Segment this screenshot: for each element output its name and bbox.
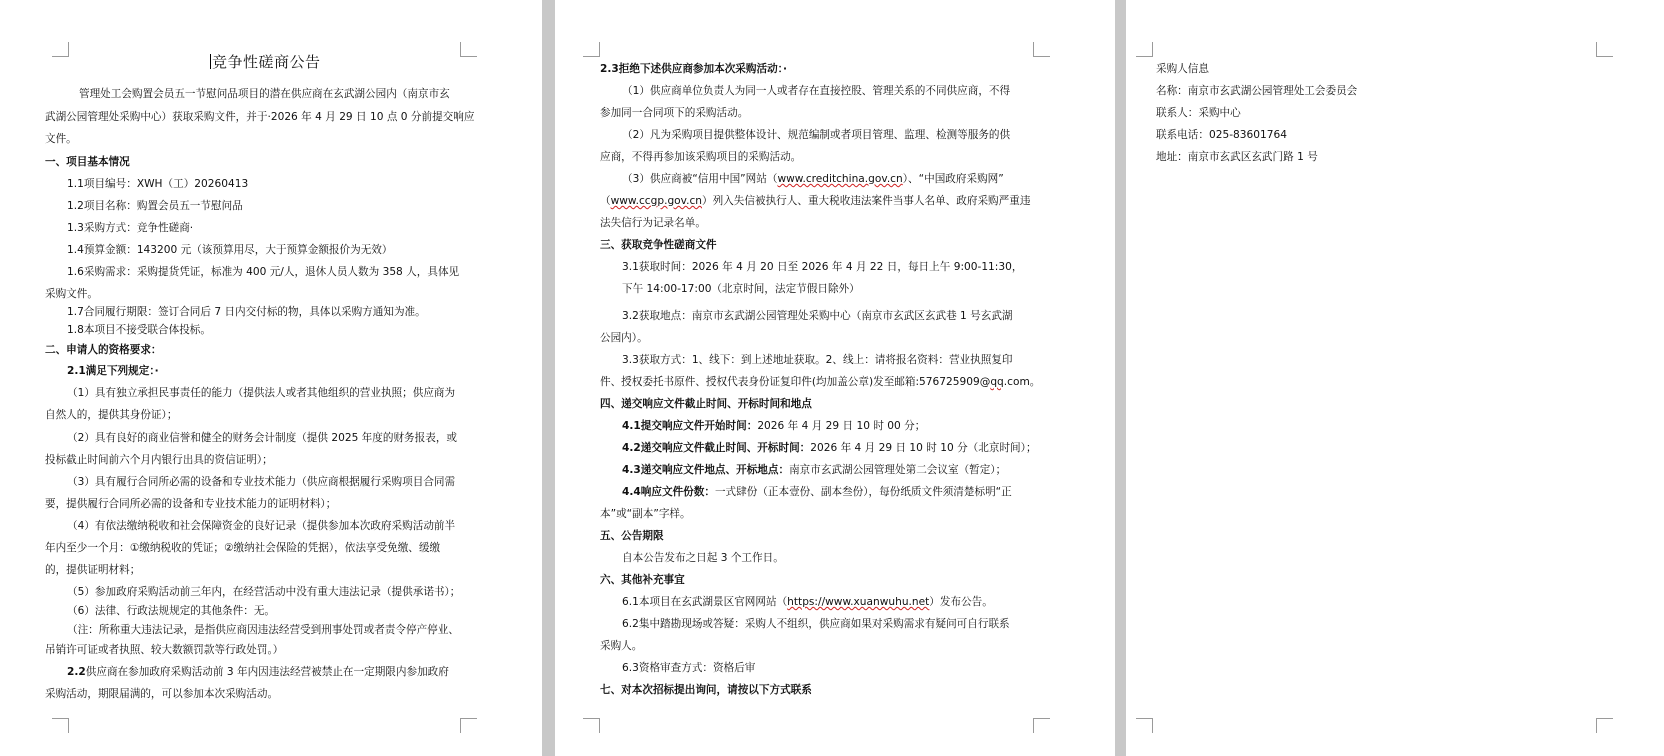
subsection-2-2-cont: 采购活动，期限届满的，可以参加本次采购活动。: [45, 688, 279, 700]
acquisition-method: 3.3获取方式：1、线下：到上述地址获取。2、线上：请将报名资料：营业执照复印: [622, 354, 1013, 366]
section-heading-7: 七、对本次招标提出询问，请按以下方式联系: [600, 684, 812, 696]
notice-period: 自本公告发布之日起 3 个工作日。: [622, 552, 784, 564]
section-heading-5: 五、公告期限: [600, 530, 664, 542]
subsection-2-3: 2.3拒绝下述供应商参加本次采购活动：·: [600, 63, 787, 75]
requirement-item: 年内至少一个月：①缴纳税收的凭证；②缴纳社会保险的凭据），依法享受免缴、缓缴: [45, 542, 441, 554]
margin-corner-mark: [1596, 718, 1613, 733]
requirement-item: （6）法律、行政法规规定的其他条件：无。: [67, 605, 276, 617]
subsection-text: 供应商在参加政府采购活动前 3 年内因违法经营被禁止在一定期限内参加政府: [85, 666, 449, 678]
purchaser-phone: 联系电话：025-83601764: [1156, 129, 1287, 141]
deadline-item: 4.3递交响应文件地点、开标地点：南京市玄武湖公园管理处第二会议室（暂定）；: [622, 464, 1007, 476]
acquisition-method: 件、授权委托书原件、授权代表身份证复印件(均加盖公章)发至邮箱:576725909@qq.com。: [600, 376, 1041, 388]
margin-corner-mark: [460, 42, 477, 57]
document-page-2[interactable]: [555, 0, 1115, 756]
rejection-item: （1）供应商单位负责人为同一人或者存在直接控股、管理关系的不同供应商，不得: [622, 85, 1011, 97]
other-item: 6.3资格审查方式：资格后审: [622, 662, 756, 674]
intro-paragraph: 武湖公园管理处采购中心）获取采购文件，并于·2026 年 4 月 29 日 10 点 0 分前提交响应: [45, 111, 475, 123]
requirement-note: （注：所称重大违法记录，是指供应商因违法经营受到刑事处罚或者责令停产停业、: [67, 624, 459, 636]
purchaser-address: 地址：南京市玄武区玄武门路 1 号: [1156, 151, 1318, 163]
consortium-note: 1.8本项目不接受联合体投标。: [67, 324, 211, 336]
rejection-item: 参加同一合同项下的采购活动。: [600, 107, 749, 119]
margin-corner-mark: [52, 42, 69, 57]
document-page-1[interactable]: [0, 0, 542, 756]
purchaser-info-heading: 采购人信息: [1156, 63, 1209, 75]
document-page-3[interactable]: [1126, 0, 1664, 756]
deadline-item: 4.4响应文件份数：一式肆份（正本壹份、副本叁份），每份纸质文件须清楚标明“正: [622, 486, 1012, 498]
requirement-item: 要，提供履行合同所必需的设备和专业技术能力的证明材料）；: [45, 498, 337, 510]
section-heading-6: 六、其他补充事宜: [600, 574, 685, 586]
project-name: 1.2项目名称：购置会员五一节慰问品: [67, 200, 243, 212]
subsection-number: 2.2: [67, 666, 86, 678]
subsection-2-2: [67, 665, 449, 679]
acquisition-time: 下午 14:00-17:00（北京时间，法定节假日除外）: [622, 283, 860, 295]
other-item: 采购人。: [600, 640, 643, 652]
procurement-demand: 采购文件。: [45, 288, 98, 300]
margin-corner-mark: [1596, 42, 1613, 57]
requirement-item: 自然人的，提供其身份证）；: [45, 409, 178, 421]
margin-corner-mark: [583, 718, 600, 733]
email-domain: qq: [990, 376, 1004, 388]
requirement-item: （5）参加政府采购活动前三年内，在经营活动中没有重大违法记录（提供承诺书）；: [67, 586, 461, 598]
contract-period: 1.7合同履行期限：签订合同后 7 日内交付标的物，具体以采购方通知为准。: [67, 306, 426, 318]
document-title: 竞争性磋商公告: [212, 53, 321, 71]
other-item: 6.2集中踏勘现场或答疑：采购人不组织，供应商如果对采购需求有疑问可自行联系: [622, 618, 1010, 630]
credit-china-link[interactable]: www.creditchina.gov.cn: [777, 173, 903, 185]
requirement-item: （1）具有独立承担民事责任的能力（提供法人或者其他组织的营业执照；供应商为: [67, 387, 456, 399]
margin-corner-mark: [583, 42, 600, 57]
intro-paragraph: 文件。: [45, 133, 77, 145]
margin-corner-mark: [1033, 42, 1050, 57]
requirement-note: 吊销许可证或者执照、较大数额罚款等行政处罚。）: [45, 644, 284, 656]
section-heading-3: 三、获取竞争性磋商文件: [600, 239, 717, 251]
margin-corner-mark: [1033, 718, 1050, 733]
xuanwuhu-link[interactable]: https://www.xuanwuhu.net: [787, 596, 930, 608]
subsection-2-1: 2.1满足下列规定：·: [67, 365, 159, 377]
procurement-demand: 1.6采购需求：采购提货凭证，标准为 400 元/人，退休人员人数为 358 人，具体见: [67, 266, 460, 278]
rejection-item: （3）供应商被“信用中国”网站（www.creditchina.gov.cn）、“中国政府采购网”: [622, 173, 1004, 185]
requirement-item: （2）具有良好的商业信誉和健全的财务会计制度（提供 2025 年度的财务报表，或: [67, 432, 458, 444]
purchaser-contact: 联系人：采购中心: [1156, 107, 1241, 119]
text-cursor: [210, 54, 211, 69]
deadline-item: 4.2递交响应文件截止时间、开标时间：2026 年 4 月 29 日 10 时 10 分（北京时间）；: [622, 442, 1037, 454]
acquisition-time: 3.1获取时间：2026 年 4 月 20 日至 2026 年 4 月 22 日，每日上午 9:00-11:30，: [622, 261, 1023, 273]
section-heading-2: 二、申请人的资格要求：: [45, 344, 162, 356]
procurement-method: 1.3采购方式：竞争性磋商·: [67, 222, 194, 234]
margin-corner-mark: [1136, 718, 1153, 733]
rejection-item: 应商，不得再参加该采购项目的采购活动。: [600, 151, 802, 163]
margin-corner-mark: [460, 718, 477, 733]
margin-corner-mark: [1136, 42, 1153, 57]
section-heading-4: 四、递交响应文件截止时间、开标时间和地点: [600, 398, 812, 410]
requirement-item: （4）有依法缴纳税收和社会保障资金的良好记录（提供参加本次政府采购活动前半: [67, 520, 456, 532]
other-item: 6.1本项目在玄武湖景区官网网站（https://www.xuanwuhu.net）发布公告。: [622, 596, 993, 608]
rejection-item: 法失信行为记录名单。: [600, 217, 706, 229]
margin-corner-mark: [52, 718, 69, 733]
budget-amount: 1.4预算金额：143200 元（该预算用尽，大于预算金额报价为无效）: [67, 244, 393, 256]
requirement-item: （3）具有履行合同所必需的设备和专业技术能力（供应商根据履行采购项目合同需: [67, 476, 456, 488]
rejection-item: （2）凡为采购项目提供整体设计、规范编制或者项目管理、监理、检测等服务的供: [622, 129, 1011, 141]
ccgp-link[interactable]: www.ccgp.gov.cn: [610, 195, 703, 207]
section-heading-1: 一、项目基本情况: [45, 156, 130, 168]
acquisition-place: 3.2获取地点：南京市玄武湖公园管理处采购中心（南京市玄武区玄武巷 1 号玄武湖: [622, 310, 1013, 322]
project-number: 1.1项目编号：XWH（工）20260413: [67, 178, 249, 190]
deadline-item: 本”或“副本”字样。: [600, 508, 691, 520]
acquisition-place: 公园内）。: [600, 332, 648, 344]
purchaser-name: 名称：南京市玄武湖公园管理处工会委员会: [1156, 85, 1358, 97]
rejection-item: （www.ccgp.gov.cn）列入失信被执行人、重大税收违法案件当事人名单、政府采购严重违: [600, 195, 1031, 207]
requirement-item: 投标截止时间前六个月内银行出具的资信证明）；: [45, 454, 273, 466]
intro-paragraph: 管理处工会购置会员五一节慰问品项目的潜在供应商在玄武湖公园内（南京市玄: [79, 88, 450, 100]
deadline-item: 4.1提交响应文件开始时间：2026 年 4 月 29 日 10 时 00 分；: [622, 420, 926, 432]
requirement-item: 的，提供证明材料；: [45, 564, 141, 576]
